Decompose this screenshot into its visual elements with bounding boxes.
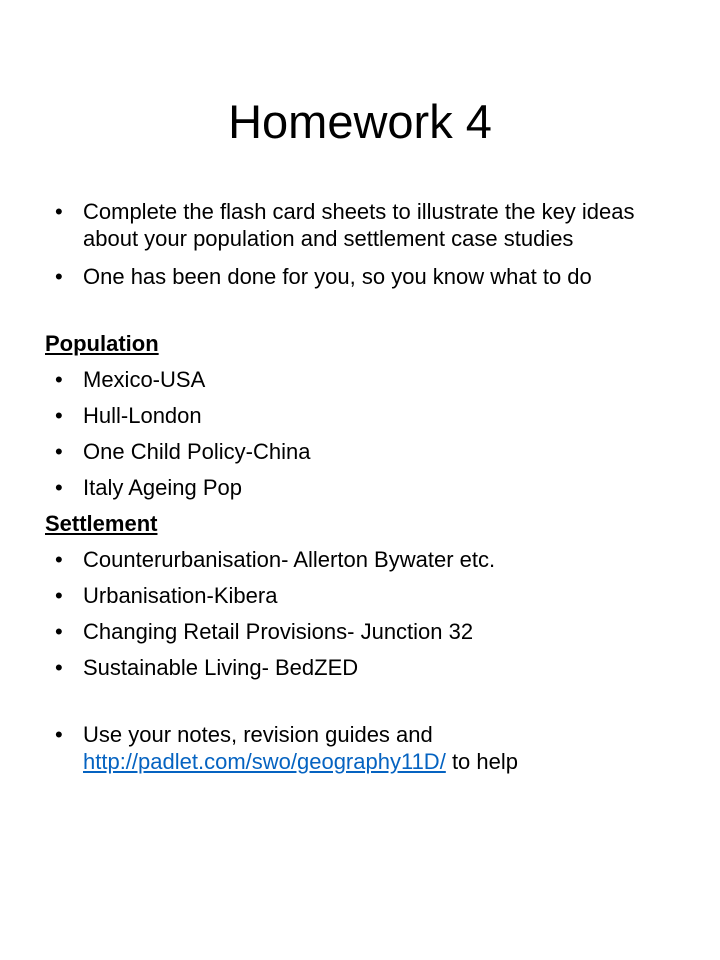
bullet: •	[55, 199, 63, 224]
bullet: •	[55, 367, 63, 392]
bullet: •	[55, 583, 63, 608]
settlement-item-text: Sustainable Living- BedZED	[83, 655, 359, 680]
padlet-link[interactable]: http://padlet.com/swo/geography11D/	[83, 749, 446, 774]
population-item	[45, 366, 675, 393]
bullet: •	[55, 439, 63, 464]
settlement-item	[45, 654, 675, 681]
population-item	[45, 402, 675, 429]
slide-title: Homework 4	[228, 95, 492, 148]
bullet: •	[55, 475, 63, 500]
closing-suffix: to help	[451, 749, 518, 774]
bullet: •	[55, 403, 63, 428]
bullet: •	[55, 547, 63, 572]
settlement-item	[45, 582, 675, 609]
population-item-text: Hull-London	[83, 403, 202, 428]
intro-text: Complete the flash card sheets to illustrate the key ideas about your population and settlement case studies	[83, 199, 635, 251]
population-heading: Population	[45, 331, 159, 356]
settlement-heading: Settlement	[45, 511, 158, 536]
slide-body	[45, 198, 675, 775]
bullet: •	[55, 264, 63, 289]
settlement-item-text: Changing Retail Provisions- Junction 32	[83, 619, 474, 644]
population-item	[45, 474, 675, 501]
settlement-item-text: Urbanisation-Kibera	[83, 583, 278, 608]
intro-text: One has been done for you, so you know what to do	[83, 264, 592, 289]
population-item-text: One Child Policy-China	[83, 439, 311, 464]
bullet: •	[55, 722, 63, 747]
settlement-item	[45, 618, 675, 645]
intro-item	[45, 263, 675, 290]
intro-item	[45, 198, 675, 252]
closing-text: Use your notes, revision guides and	[83, 722, 433, 747]
population-item	[45, 438, 675, 465]
settlement-item-text: Counterurbanisation- Allerton Bywater etc.	[83, 547, 496, 572]
closing-item	[45, 721, 675, 775]
settlement-item	[45, 546, 675, 573]
bullet: •	[55, 655, 63, 680]
population-item-text: Mexico-USA	[83, 367, 206, 392]
population-item-text: Italy Ageing Pop	[83, 475, 243, 500]
bullet: •	[55, 619, 63, 644]
